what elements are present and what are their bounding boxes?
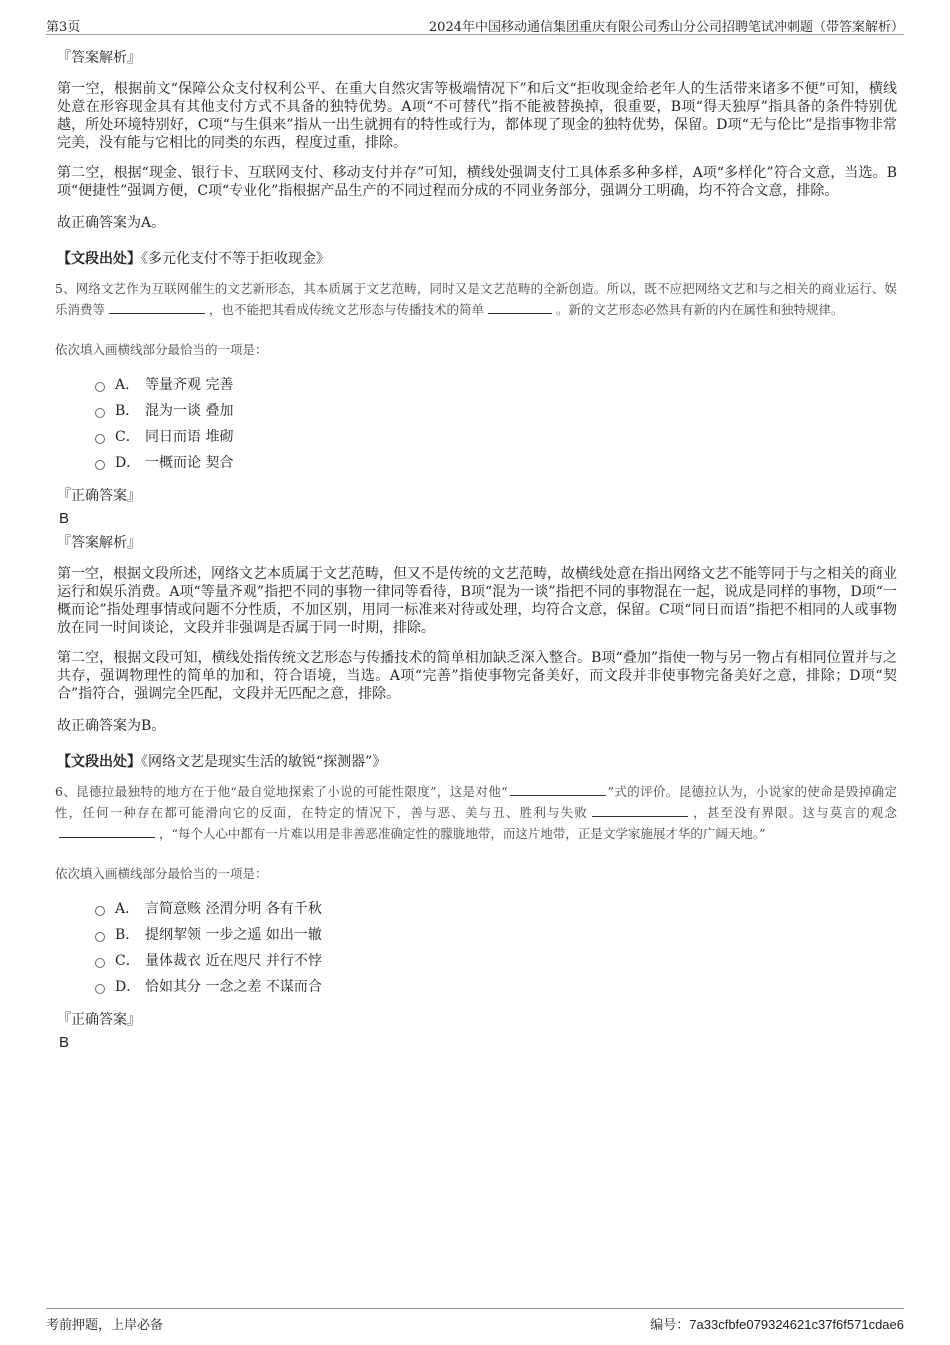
document-title: 2024年中国移动通信集团重庆有限公司秀山分公司招聘笔试冲刺题（带答案解析） bbox=[428, 20, 904, 35]
q6-option-a[interactable] bbox=[95, 896, 897, 922]
radio-icon[interactable] bbox=[95, 984, 105, 994]
page-header bbox=[46, 14, 904, 35]
radio-icon[interactable] bbox=[95, 382, 105, 392]
q5-blank-2 bbox=[488, 299, 552, 314]
option-text: 恰如其分 一念之差 不谋而合 bbox=[145, 979, 322, 995]
q6-text-part-1: 6、昆德拉最独特的地方在于他“最自觉地探索了小说的可能性限度”，这是对他“ bbox=[55, 784, 508, 799]
q6-text-part-2: ”式的评价。昆德拉认为，小说家的使命是毁掉确定性，任何一种存在都可能滑向它的反面，在特定的情况下，善与恶、美与丑、胜利与失败 bbox=[55, 784, 897, 820]
page-footer bbox=[46, 1308, 904, 1331]
radio-icon[interactable] bbox=[95, 460, 105, 470]
q6-question-text bbox=[55, 781, 897, 844]
q5-answer-tag: 『正确答案』 bbox=[57, 488, 141, 504]
page-number: 第3页 bbox=[46, 20, 81, 35]
q6-prompt: 依次填入画横线部分最恰当的一项是： bbox=[55, 866, 268, 881]
q5-option-c[interactable] bbox=[95, 424, 897, 450]
q4-analysis-tag: 『答案解析』 bbox=[57, 50, 141, 66]
q5-option-d[interactable] bbox=[95, 450, 897, 476]
q6-option-d[interactable] bbox=[95, 974, 897, 1000]
page-content bbox=[57, 44, 897, 1057]
option-letter: A． bbox=[115, 377, 140, 393]
radio-icon[interactable] bbox=[95, 932, 105, 942]
q6-blank-1 bbox=[510, 781, 606, 796]
q6-blank-3 bbox=[59, 823, 155, 838]
footer-code-label: 编号： bbox=[650, 1318, 690, 1333]
q5-text-part-2: ，也不能把其看成传统文艺形态与传播技术的简单 bbox=[209, 302, 485, 317]
q6-text-part-3: ，甚至没有界限。这与莫言的观念 bbox=[691, 805, 897, 820]
q5-text-part-3: 。新的文艺形态必然具有新的内在属性和独特规律。 bbox=[556, 302, 844, 317]
q6-option-b[interactable] bbox=[95, 922, 897, 948]
option-text: 一概而论 契合 bbox=[145, 455, 234, 471]
q5-source-title: 《网络文艺是现实生活的敏锐“探测器”》 bbox=[141, 754, 387, 770]
q5-source bbox=[57, 751, 897, 771]
q4-final-answer: 故正确答案为A。 bbox=[57, 215, 166, 231]
q5-option-b[interactable] bbox=[95, 398, 897, 424]
radio-icon[interactable] bbox=[95, 408, 105, 418]
q5-text-part-1: 5、网络文艺作为互联网催生的文艺新形态，其本质属于文艺范畴，同时又是文艺范畴的全新创造。所以，既不应把网络文艺和与之相关的商业运行、娱乐消费等 bbox=[55, 281, 897, 317]
option-text: 言简意赅 泾渭分明 各有千秋 bbox=[145, 901, 322, 917]
q5-source-label: 【文段出处】 bbox=[57, 754, 141, 770]
radio-icon[interactable] bbox=[95, 906, 105, 916]
option-letter: D． bbox=[115, 455, 141, 471]
q5-blank-1 bbox=[109, 299, 205, 314]
q4-source-label: 【文段出处】 bbox=[57, 251, 141, 267]
radio-icon[interactable] bbox=[95, 434, 105, 444]
option-text: 同日而语 堆砌 bbox=[145, 429, 234, 445]
option-text: 量体裁衣 近在咫尺 并行不悖 bbox=[145, 953, 322, 969]
option-text: 混为一谈 叠加 bbox=[145, 403, 234, 419]
q5-analysis-para-1: 第一空，根据文段所述，网络文艺本质属于文艺范畴，但又不是传统的文艺范畴，故横线处意在指出网络文艺不能等同于与之相关的商业运行和娱乐消费。A项“等量齐观”指把不同的事物一律同等看待，B项“混为一谈”指把不同的事物混在一起，说成是同样的事物，D项“一概而论”指处理事情或问题不分性质，不加区别，用同一标准来对待或处理，均符合文意，保留。C项“同日而语”指把不相同的人或事物放在同一时间谈论，文段并非强调是否属于同一时期，排除。 bbox=[57, 566, 897, 636]
q5-option-a[interactable] bbox=[95, 372, 897, 398]
q6-blank-2 bbox=[592, 802, 688, 817]
option-letter: C． bbox=[115, 953, 140, 969]
option-letter: D． bbox=[115, 979, 141, 995]
q5-options bbox=[95, 372, 897, 476]
q5-prompt: 依次填入画横线部分最恰当的一项是： bbox=[55, 342, 268, 357]
q5-answer: B bbox=[59, 510, 70, 527]
radio-icon[interactable] bbox=[95, 958, 105, 968]
q5-analysis-tag: 『答案解析』 bbox=[57, 535, 141, 551]
q5-analysis-para-2: 第二空，根据文段可知，横线处指传统文艺形态与传播技术的简单相加缺乏深入整合。B项“叠加”指使一物与另一物占有相同位置并与之共存，强调物理性的简单的加和，符合语境，当选。A项“完善”指使事物完备美好，而文段并非使事物完备美好之意，排除；D项“契合”指符合，强调完全匹配，文段并无匹配之意，排除。 bbox=[57, 650, 897, 702]
footer-code-value: 7a33cfbfe079324621c37f6f571cdae6 bbox=[689, 1317, 904, 1332]
q4-analysis-para-2: 第二空，根据“现金、银行卡、互联网支付、移动支付并存”可知，横线处强调支付工具体系多种多样，A项“多样化”符合文意，当选。B项“便捷性”强调方便，C项“专业化”指根据产品生产的不同过程而分成的不同业务部分，强调分工明确，均不符合文意，排除。 bbox=[57, 165, 897, 199]
q5-final-answer: 故正确答案为B。 bbox=[57, 718, 166, 734]
option-letter: B． bbox=[115, 403, 140, 419]
q4-source bbox=[57, 248, 897, 268]
option-text: 等量齐观 完善 bbox=[145, 377, 234, 393]
q4-analysis-para-1: 第一空，根据前文“保障公众支付权利公平、在重大自然灾害等极端情况下”和后文“拒收现金给老年人的生活带来诸多不便”可知，横线处意在形容现金具有其他支付方式不具备的独特优势。A项“不可替代”指不能被替换掉，很重要，B项“得天独厚”指具备的条件特别优越，所处环境特别好，C项“与生俱来”指从一出生就拥有的特性或行为，都体现了现金的独特优势，保留。D项“无与伦比”是指事物非常完美，没有能与它相比的同类的东西，程度过重，排除。 bbox=[57, 81, 897, 151]
q6-answer-tag: 『正确答案』 bbox=[57, 1012, 141, 1028]
option-text: 提纲挈领 一步之遥 如出一辙 bbox=[145, 927, 322, 943]
q6-answer: B bbox=[59, 1034, 70, 1051]
footer-slogan: 考前押题，上岸必备 bbox=[46, 1318, 164, 1333]
option-letter: B． bbox=[115, 927, 140, 943]
q4-source-title: 《多元化支付不等于拒收现金》 bbox=[141, 251, 330, 267]
option-letter: C． bbox=[115, 429, 140, 445]
option-letter: A． bbox=[115, 901, 140, 917]
q6-option-c[interactable] bbox=[95, 948, 897, 974]
q6-options bbox=[95, 896, 897, 1000]
footer-code bbox=[650, 1314, 904, 1333]
q6-text-part-4: ，“每个人心中都有一片难以用是非善恶准确定性的朦胧地带，而这片地带，正是文学家施展才华的广阔天地。” bbox=[159, 826, 766, 841]
q5-question-text bbox=[55, 278, 897, 320]
